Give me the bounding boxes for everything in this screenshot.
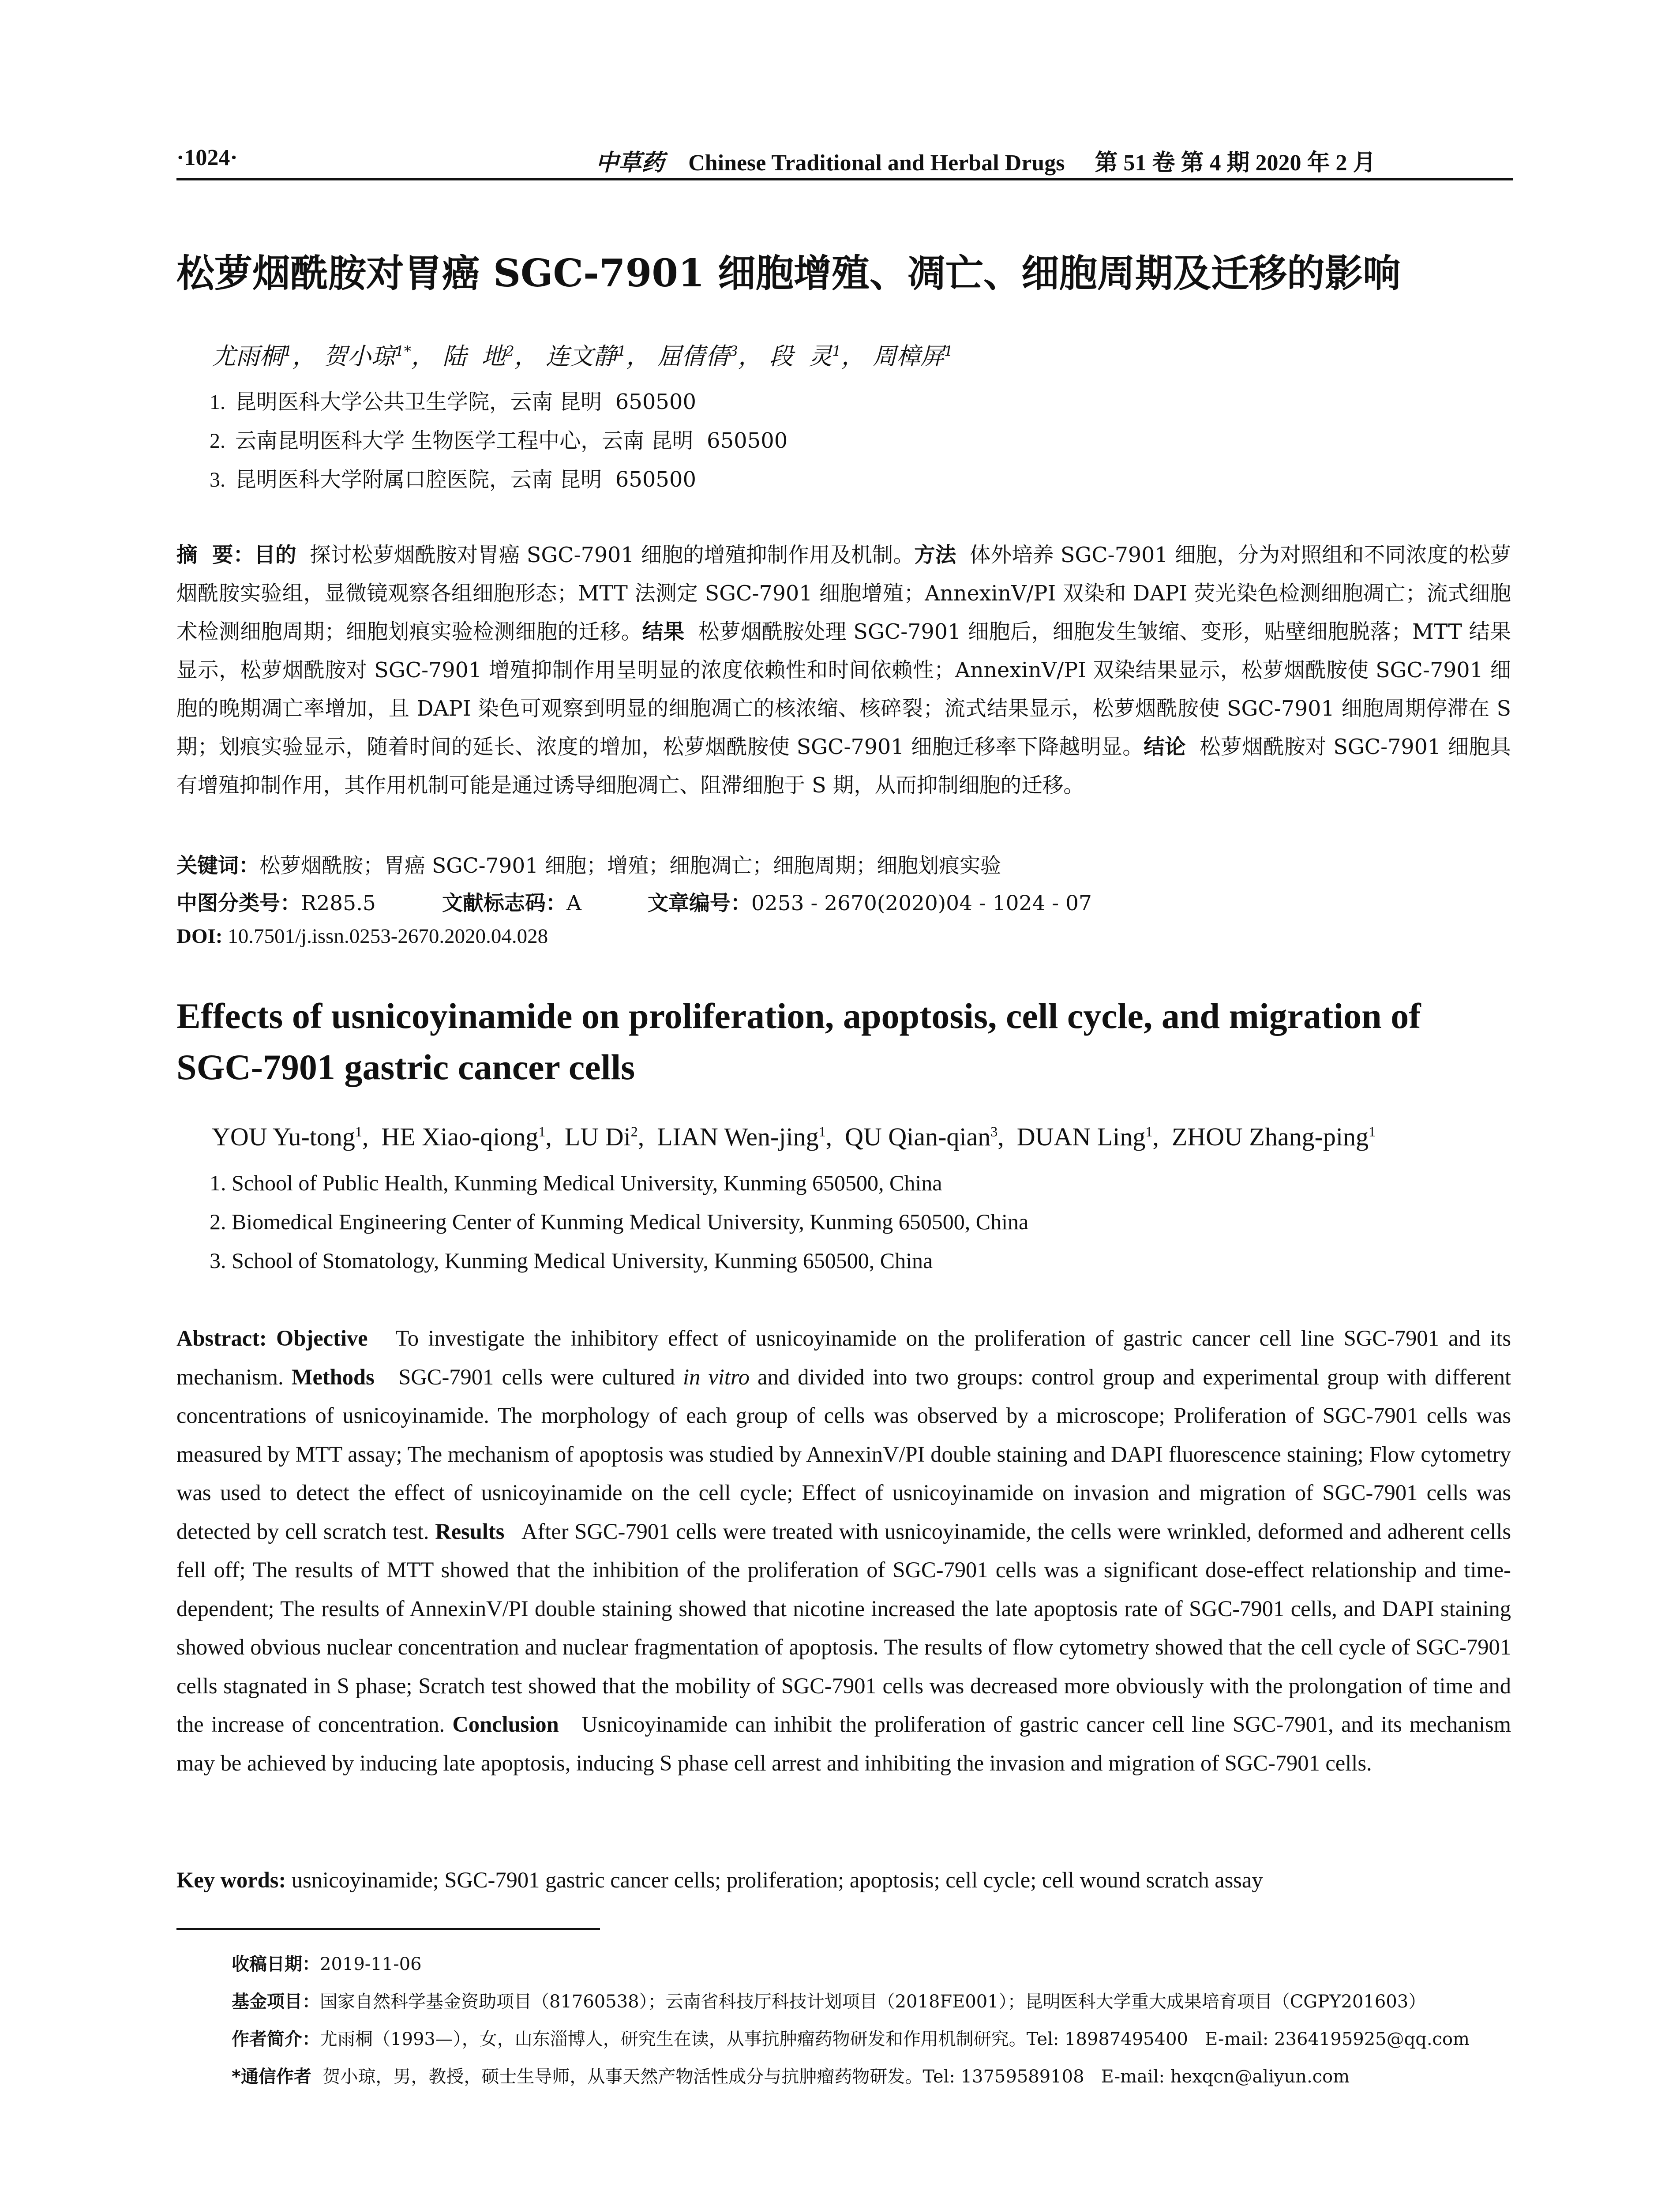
author-cn: 连文静$^1$，: [545, 342, 650, 370]
footnote-received: 收稿日期：2019-11-06: [232, 1954, 422, 1974]
affiliation-en: 2. Biomedical Engineering Center of Kunming Medical University, Kunming 650500, China: [210, 1209, 1029, 1234]
keywords-cn: 关键词：松萝烟酰胺；胃癌 SGC-7901 细胞；增殖；细胞凋亡；细胞周期；细胞划痕实验: [176, 854, 1001, 878]
title-en: Effects of usnicoyinamide on proliferation, apoptosis, cell cycle, and migration of SGC-7901 gastric cancer cells: [176, 996, 1421, 1087]
objective-label: 目的: [254, 543, 296, 567]
author-cn: 陆 地$^2$，: [442, 342, 538, 370]
abstract-label: 摘 要：: [176, 543, 255, 567]
footnote-divider: [176, 1928, 600, 1930]
author-cn: 尤雨桐$^1$，: [212, 342, 316, 370]
doi-line: DOI: 10.7501/j.issn.0253-2670.2020.04.028: [176, 925, 548, 948]
methods-label: 方法: [914, 543, 956, 567]
footnote-corresponding: *通信作者 贺小琼，男，教授，硕士生导师，从事天然产物活性成分与抗肿瘤药物研发。Tel: 13759589108 E-mail: hexqcn@aliyun.com: [232, 2067, 1350, 2087]
objective-label-en: Objective: [266, 1326, 368, 1351]
abstract-en: Abstract: Objective To investigate the inhibitory effect of usnicoyinamide on the proliferation of gastric cancer cell line SGC-7901 and its mechanism. Methods SGC-7901 cells were cultured in vitro and divided into two groups: control group and experimental group with different concentrations of usnicoyinamide. The morphology of each group of cells was observed by a microscope; Proliferation of SGC-7901 cells was measured by MTT assay; The mechanism of apoptosis was studied by AnnexinV/PI double staining and DAPI fluorescence staining; Flow cytometry was used to detect the effect of usnicoyinamide on the cell cycle; Effect of usnicoyinamide on invasion and migration of SGC-7901 cells was detected by cell scratch test. Results After SGC-7901 cells were treated with usnicoyinamide, the cells were wrinkled, deformed and adherent cells fell off; The results of MTT showed that the inhibition of the proliferation of SGC-7901 cells was a significant dose-effect relationship and time-dependent; The results of AnnexinV/PI double staining showed that nicotine increased the late apoptosis rate of SGC-7901 cells, and DAPI staining showed obvious nuclear concentration and nuclear fragmentation of apoptosis. The results of flow cytometry showed that the cell cycle of SGC-7901 cells stagnated in S phase; Scratch test showed that the mobility of SGC-7901 cells was decreased more obviously with the prolongation of time and the increase of concentration. Conclusion Usnicoyinamide can inhibit the proliferation of gastric cancer cell line SGC-7901, and its mechanism may be achieved by inducing late apoptosis, inducing S phase cell arrest and inhibiting the invasion and migration of SGC-7901 cells.: [176, 1326, 1517, 1775]
abstract-cn: 摘 要：目的 探讨松萝烟酰胺对胃癌 SGC-7901 细胞的增殖抑制作用及机制。方法 体外培养 SGC-7901 细胞，分为对照组和不同浓度的松萝烟酰胺实验组，显微镜观察各组细胞形态；MTT 法测定 SGC-7901 细胞增殖；AnnexinV/PI 双染和 DAPI 荧光染色检测细胞凋亡；流式细胞术检测细胞周期；细胞划痕实验检测细胞的迁移。结果 松萝烟酰胺处理 SGC-7901 细胞后，细胞发生皱缩、变形，贴壁细胞脱落；MTT 结果显示，松萝烟酰胺对 SGC-7901 增殖抑制作用呈明显的浓度依赖性和时间依赖性；AnnexinV/PI 双染结果显示，松萝烟酰胺使 SGC-7901 细胞的晚期凋亡率增加，且 DAPI 染色可观察到明显的细胞凋亡的核浓缩、核碎裂；流式结果显示，松萝烟酰胺使 SGC-7901 细胞周期停滞在 S 期；划痕实验显示，随着时间的延长、浓度的增加，松萝烟酰胺使 SGC-7901 细胞迁移率下降越明显。结论 松萝烟酰胺对 SGC-7901 细胞具有增殖抑制作用，其作用机制可能是通过诱导细胞凋亡、阻滞细胞于 S 期，从而抑制细胞的迁移。: [176, 543, 1518, 798]
author-en: LU Di$^2$,: [564, 1122, 651, 1151]
journal-name-en: Chinese Traditional and Herbal Drugs: [688, 150, 1065, 176]
author-cn: 周樟屏$^1$: [872, 342, 953, 370]
results-label: 结果: [642, 620, 685, 644]
author-en: QU Qian-qian$^3$,: [845, 1122, 1011, 1151]
journal-line: [596, 144, 1376, 177]
author-cn: 屈倩倩$^3$，: [657, 342, 762, 370]
running-header: [176, 140, 1513, 180]
author-en: HE Xiao-qiong$^1$,: [381, 1122, 559, 1151]
author-list-cn: [212, 338, 953, 371]
author-en: LIAN Wen-jing$^1$,: [657, 1122, 839, 1151]
abstract-label-en: Abstract:: [176, 1326, 267, 1351]
methods-label-en: Methods: [291, 1364, 375, 1389]
page-number: ·1024·: [176, 145, 238, 170]
affiliation-cn: 1. 昆明医科大学公共卫生学院，云南 昆明 650500: [210, 390, 697, 414]
classification-line: 中图分类号：R285.5 文献标志码：A 文章编号：0253 - 2670(2020)04 - 1024 - 07: [176, 891, 1092, 915]
affiliation-cn: 3. 昆明医科大学附属口腔医院，云南 昆明 650500: [210, 467, 697, 492]
author-en: DUAN Ling$^1$,: [1016, 1122, 1166, 1151]
keywords-en: Key words: usnicoyinamide; SGC-7901 gastric cancer cells; proliferation; apoptosis; cell cycle; cell wound scratch assay: [176, 1868, 1263, 1892]
conclusion-label: 结论: [1144, 735, 1186, 759]
conclusion-label-en: Conclusion: [452, 1712, 559, 1737]
title-cn: 松萝烟酰胺对胃癌 SGC-7901 细胞增殖、凋亡、细胞周期及迁移的影响: [176, 251, 1401, 296]
results-label-en: Results: [435, 1519, 505, 1544]
affiliation-cn: 2. 云南昆明医科大学 生物医学工程中心，云南 昆明 650500: [210, 428, 788, 453]
affiliation-en: 3. School of Stomatology, Kunming Medical University, Kunming 650500, China: [210, 1248, 933, 1273]
journal-name-cn: 中草药: [596, 149, 665, 176]
footnote-funding: 基金项目：国家自然科学基金资助项目（81760538）；云南省科技厅科技计划项目（2018FE001）；昆明医科大学重大成果培育项目（CGPY201603）: [232, 1992, 1426, 2012]
affiliation-en: 1. School of Public Health, Kunming Medical University, Kunming 650500, China: [210, 1171, 942, 1195]
author-list-en: [212, 1122, 1376, 1152]
author-en: ZHOU Zhang-ping$^1$: [1171, 1122, 1376, 1151]
author-cn: 贺小琼$^{1*}$，: [323, 342, 435, 370]
author-en: YOU Yu-tong$^1$,: [212, 1122, 375, 1151]
footnote-author-bio: 作者简介：尤雨桐（1993—），女，山东淄博人，研究生在读，从事抗肿瘤药物研发和作用机制研究。Tel: 18987495400 E-mail: 2364195925@qq.com: [232, 2029, 1470, 2049]
author-cn: 段 灵$^1$，: [769, 342, 865, 370]
issue-info: 第 51 卷 第 4 期 2020 年 2 月: [1095, 150, 1376, 176]
